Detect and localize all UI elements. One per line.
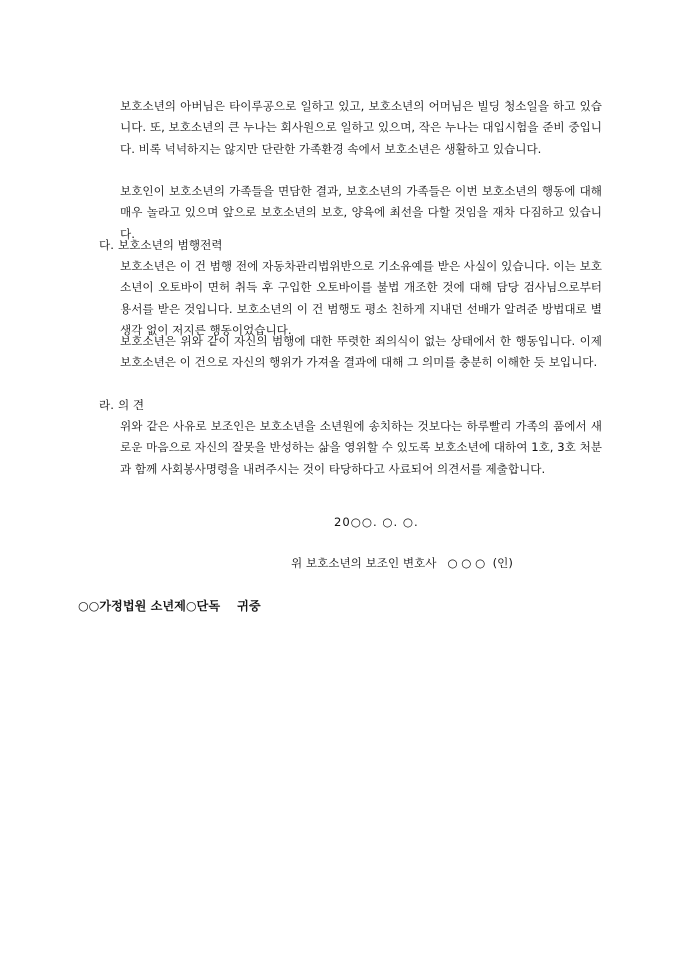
opinion-text: 위와 같은 사유로 보조인은 보호소년을 소년원에 송치하는 것보다는 하루빨리 가족의 품에서 새로운 마음으로 자신의 잘못을 반성하는 삶을 영위할 수 있도록 보호소년에 대하여 1호, 3호 처분과 함께 사회봉사명령을 내려주시는 것이 타당하다고 사료되어 의견서를 제출합니다. xyxy=(120,419,602,476)
criminal-record-text: 보호소년은 이 건 범행 전에 자동차관리법위반으로 기소유예를 받은 사실이 있습니다. 이는 보호소년이 오토바이 면허 취득 후 구입한 오토바이를 불법 개조한 것에 대해 담당 검사님으로부터 용서를 받은 것입니다. 보호소년의 이 건 범행도 평소 친하게 지내던 선배가 알려준 방법대로 별 생각 없이 저지른 행동이었습니다. xyxy=(120,259,602,337)
family-paragraph-text: 보호소년의 아버님은 타이루공으로 일하고 있고, 보호소년의 어머님은 빌딩 청소일을 하고 있습니다. 또, 보호소년의 큰 누나는 회사원으로 일하고 있으며, 작은 누나는 대입시험을 준비 중입니다. 비록 넉넉하지는 않지만 단란한 가족환경 속에서 보호소년은 생활하고 있습니다. xyxy=(120,99,602,156)
section-heading-opinion xyxy=(99,395,144,416)
section-title-criminal-record: 보호소년의 범행전력 xyxy=(118,238,223,252)
awareness-text: 보호소년은 위와 같이 자신의 범행에 대한 뚜렷한 죄의식이 없는 상태에서 한 행동입니다. 이제 보호소년은 이 건으로 자신의 행위가 가져올 결과에 대해 그 의미를 충분히 이해한 듯 보입니다. xyxy=(120,334,602,370)
criminal-record-paragraph xyxy=(120,256,602,341)
signature-line: 위 보호소년의 보조인 변호사 ○ ○ ○ (인) xyxy=(291,556,513,570)
awareness-paragraph xyxy=(120,331,602,374)
section-heading-criminal-record xyxy=(99,235,222,256)
opinion-paragraph xyxy=(120,416,602,480)
family-interview-text: 보호인이 보호소년의 가족들을 면담한 결과, 보호소년의 가족들은 이번 보호소년의 행동에 대해 매우 놀라고 있으며 앞으로 보호소년의 보호, 양육에 최선을 다할 것임을 재차 다짐하고 있습니다. xyxy=(120,184,602,241)
document-date: 20○○. ○. ○. xyxy=(334,515,419,529)
section-title-opinion: 의 견 xyxy=(118,398,145,412)
family-paragraph xyxy=(120,96,602,160)
section-marker-ra: 라. xyxy=(99,398,114,412)
section-marker-da: 다. xyxy=(99,238,114,252)
court-addressee: ○○가정법원 소년제○단독 귀중 xyxy=(78,599,261,613)
